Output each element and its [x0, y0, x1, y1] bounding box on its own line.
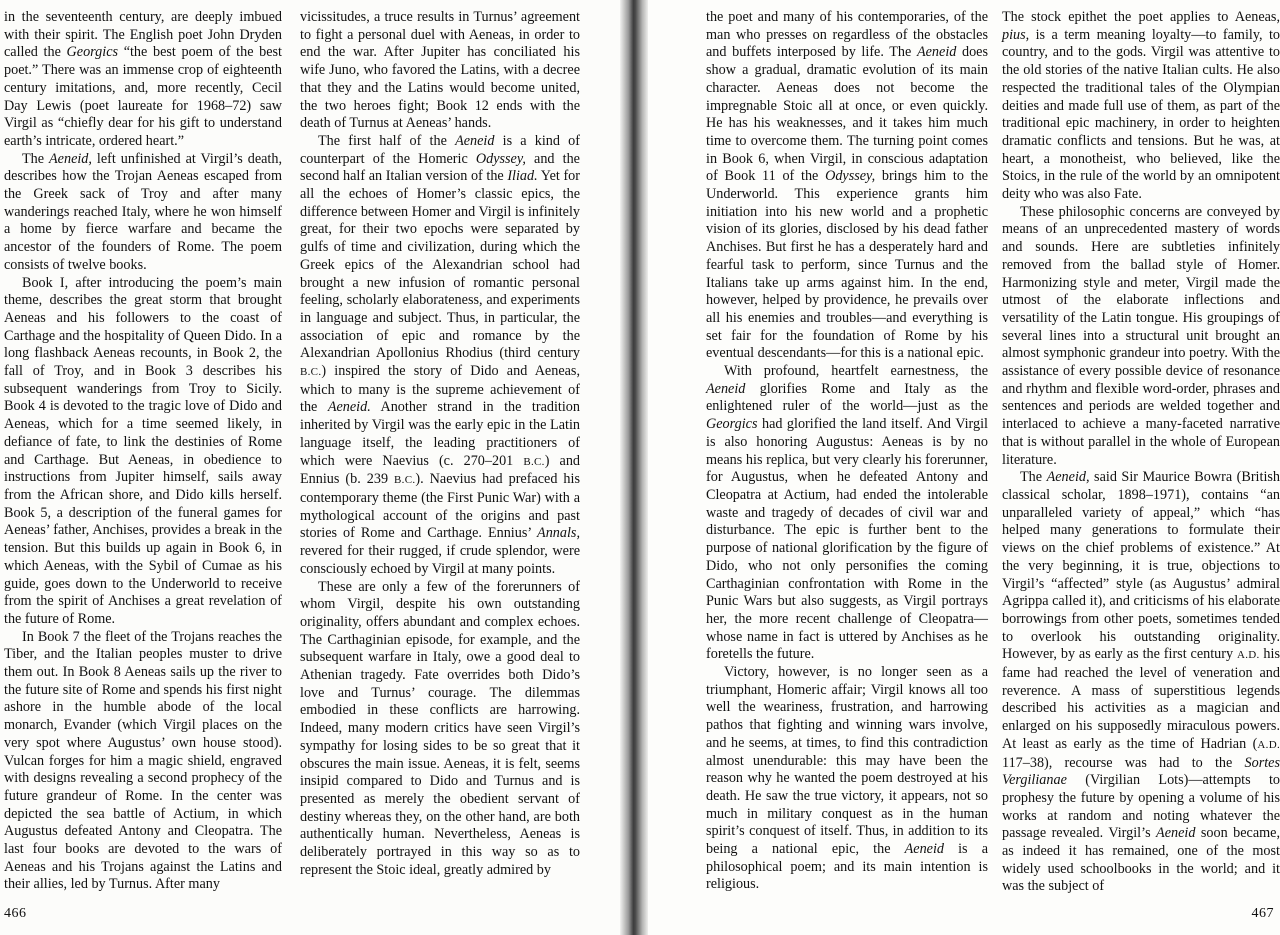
italic-title: Annals,	[537, 525, 580, 542]
text-run: With profound, heartfelt earnestness, the	[724, 363, 988, 380]
page-number: 466	[4, 906, 27, 921]
left-column-2	[300, 9, 580, 879]
paragraph: These philosophic concerns are conveyed by means of an unprecedented mastery of words and sounds. Here are subtleties infinitely removed from the ballad style of Homer. Harmonizing style and meter, Virgil made the utmost of the elaborate inflections and versatility of the Latin tongue. His groupings of several lines into a structural unit brought an almost symphonic grandeur into poetry. With the assistance of every possible device of resonance and rhythm and flexible word-order, phrases and sentences and periods are welded together and interlaced to achieve a many-faceted narrative that is without parallel in the whole of European literature.	[1002, 203, 1280, 468]
text-run: The	[1020, 469, 1047, 486]
text-run: is a kind of counterpart of the Homeric	[300, 132, 580, 167]
small-caps-era: B.C.	[300, 366, 322, 379]
paragraph	[4, 151, 282, 275]
italic-title: Aeneid	[455, 132, 495, 149]
text-run: (Virgilian Lots)—attempts to prophesy the future by opening a volume of his works at random and noting whatever the passage revealed. Virgil’s	[1002, 772, 1280, 842]
italic-title: Aeneid,	[49, 150, 92, 167]
paragraph: Book I, after introducing the poem’s main theme, describes the great storm that brought Aeneas and his followers to the coast of Carthage and the hospitality of Queen Dido. In a long flashback Aeneas recounts, in Book 2, the fall of Troy, and in Book 3 describes his subsequent wanderings from Troy to Sicily. Book 4 is devoted to the tragic love of Dido and Aeneas, which for a time seemed likely, in defiance of fate, to link the destinies of Rome and Carthage. But Aeneas, in obedience to instructions from Jupiter himself, sails away from the African shore, and Dido kills herself. Book 5, a description of the funeral games for Aeneas’ father, Anchises, provides a break in the tension. But this builds up again in Book 6, in which Aeneas, with the Sybil of Cumae as his guide, goes down to the Underworld to receive from the spirit of Anchises a great revelation of the future of Rome.	[4, 274, 282, 627]
italic-title: Aeneid	[916, 44, 957, 61]
text-run: the poet and many of his contemporaries, of the man who presses on regardless of the obstacles and buffets interposed by life. The	[706, 9, 988, 61]
small-caps-era: A.D.	[1257, 738, 1280, 751]
text-run: said Sir Maurice Bowra (British classical scholar, 1898–1971), contains “an unparalleled variety of appeal,” which “has helped many generations to formulate their views on the chief problems of existence.” At the very beginning, it is true, objections to Virgil’s “affected” style (as Augustus’ admiral Agrippa called it), and criticisms of his elaborate borrowings from other poets, sometimes tended to overlook his outstanding originality. However, by as early as the first century	[1002, 469, 1280, 663]
italic-title: Aeneid.	[327, 399, 371, 416]
paragraph	[4, 9, 282, 151]
italic-title: Georgics	[66, 44, 119, 61]
left-page	[0, 0, 620, 935]
italic-title: Aeneid	[706, 380, 746, 397]
text-run: is a philosophical poem; and its main intention is religious.	[706, 841, 988, 893]
text-run: The first half of the	[318, 132, 456, 149]
paragraph: These are only a few of the forerunners of whom Virgil, despite his own outstanding originality, offers abundant and complex echoes. The Carthaginian episode, for example, and the subsequent warfare in Italy, owe a good deal to Athenian tragedy. Fate overrides both Dido’s love and Turnus’ courage. The dilemmas embodied in these conflicts are harrowing. Indeed, many modern critics have seen Virgil’s sympathy for losing sides to be so great that it obscures the main issue. Aeneas, it is felt, seems insipid compared to Dido and Turnus and is presented as merely the obedient servant of destiny whereas they, on the other hand, are both authentically human. Nevertheless, Aeneas is deliberately portrayed in this way so as to represent the Stoic ideal, greatly admired by	[300, 578, 580, 878]
paragraph	[706, 9, 988, 363]
text-run: ) inspired the story of Dido and Aeneas, which to many is the supreme achievement of the	[300, 363, 580, 416]
text-run: “the best poem of the best poet.” There was an immense crop of eighteenth century imitations, and, more recently, Cecil Day Lewis (poet laureate for 1968–72) saw Virgil as “chiefly dear for his gift to understand earth’s intricate, ordered heart.”	[4, 44, 283, 149]
italic-title: Sortes Vergilianae	[1002, 754, 1280, 789]
right-page	[648, 0, 1280, 935]
text-run: Another strand in the tradition inherited by Virgil was the early epic in the Latin language itself, the leading practitioners of which were Naevius (c. 270–201	[300, 399, 580, 469]
small-caps-era: B.C.	[523, 455, 545, 468]
italic-title: Aeneid	[1156, 825, 1196, 842]
italic-title: Odyssey,	[825, 168, 876, 185]
text-run: and the second half an Italian version of the	[300, 150, 580, 185]
italic-title: Aeneid,	[1046, 469, 1090, 486]
text-run: in the seventeenth century, are deeply imbued with their spirit. The English poet John Dryden called the	[4, 9, 282, 61]
book-gutter	[620, 0, 648, 935]
paragraph	[706, 664, 988, 894]
text-run: does show a gradual, dramatic evolution of its main character. Aeneas does not become the impregnable Stoic all at once, or even quickly. He has his weaknesses, and it takes him much time to overcome them. The turning point comes in Book 6, when Virgil, in conscious adaptation of Book 11 of the	[706, 44, 988, 185]
text-run: Yet for all the echoes of Homer’s classic epics, the difference between Homer and Virgil is infinitely great, for their two epochs were separated by gulfs of time and civilization, during which the Greek epics of the Alexandrian school had brought a new infusion of romantic personal feeling, scholarly elaborateness, and experiments in language and subject. Thus, in particular, the association of epic and romance by the Alexandrian Apollonius Rhodius (third century	[300, 168, 580, 362]
text-run: 117–38), recourse was had to the	[1002, 754, 1245, 771]
text-run: is a term meaning loyalty—to family, to country, and to the gods. Virgil was attentive to the old stories of the native Italian cults. He also respected the traditional tales of the Olympian deities and made full use of them, as part of the traditional epic machinery, in order to heighten dramatic conflicts and tensions. But he was, at heart, a monotheist, who believed, like the Stoics, in the rule of the world by an omnipotent deity who was also Fate.	[1002, 26, 1280, 203]
paragraph: In Book 7 the fleet of the Trojans reaches the Tiber, and the Italian peoples muster to drive them out. In Book 8 Aeneas sails up the river to the future site of Rome and spends his first night ashore in the humble abode of the local monarch, Evander (which Virgil places on the very spot where Augustus’ own house stood). Vulcan forges for him a magic shield, engraved with designs revealing a second prophecy of the future grandeur of Rome. In the center was depicted the sea battle of Actium, in which Augustus defeated Antony and Cleopatra. The last four books are devoted to the wars of Aeneas and his Trojans against the Latins and their allies, led by Turnus. After many	[4, 628, 282, 893]
text-run: glorifies Rome and Italy as the enlightened ruler of the world—just as the	[706, 380, 988, 415]
text-run: The stock epithet the poet applies to Aeneas,	[1002, 9, 1280, 25]
text-run: ). Naevius had prefaced his contemporary theme (the First Punic War) with a mythological account of the origins and past stories of Rome and Carthage. Ennius’	[300, 471, 580, 542]
italic-title: Odyssey,	[475, 150, 526, 167]
text-run: The	[22, 150, 50, 167]
italic-title: Aeneid	[904, 841, 944, 858]
right-column-1	[706, 9, 988, 894]
paragraph	[300, 133, 580, 579]
paragraph	[1002, 469, 1280, 896]
paragraph: vicissitudes, a truce results in Turnus’ agreement to fight a personal duel with Aeneas, in order to end the war. After Jupiter has conciliated his wife Juno, who favored the Latins, with a decree that they and the Latins would become united, the two heroes fight; Book 12 ends with the death of Turnus at Aeneas’ hands.	[300, 9, 580, 132]
page-number: 467	[1251, 906, 1274, 921]
text-run: had glorified the land itself. And Virgil is also honoring Augustus: Aeneas is by no means his replica, but very clearly his forerunner, for Augustus, when he defeated Antony and Cleopatra at Actium, had ended the intolerable waste and tragedy of decades of civil war and disturbance. The epic is further bent to the purpose of national glorification by the figure of Dido, who not only personifies the coming Carthaginian confrontation with Rome in the Punic Wars but also suggests, as Virgil portrays her, the more recent challenge of Cleopatra—whose name in fact is uttered by Anchises as he foretells the future.	[706, 416, 988, 663]
text-run: Victory, however, is no longer seen as a triumphant, Homeric affair; Virgil knows all too well the weariness, frustration, and harrowing pathos that fighting and winning wars involve, and he seems, at times, to find this contradiction almost unendurable: this may have been the reason why he wanted the poem destroyed at his death. He saw the true victory, it appears, not so much in military conquest as in the human spirit’s conquest of itself. Thus, in addition to its being a national epic, the	[706, 664, 988, 858]
right-column-2	[1002, 9, 1280, 896]
text-run: left unfinished at Virgil’s death, describes how the Trojan Aeneas escaped from the Greek sack of Troy and after many wanderings reached Italy, where he won himself a home by fierce warfare and became the ancestor of the founders of Rome. The poem consists of twelve books.	[4, 150, 283, 273]
italic-title: Iliad.	[507, 168, 538, 185]
italic-term: pius,	[1002, 26, 1030, 43]
small-caps-era: A.D.	[1236, 649, 1260, 662]
text-run: ) and Ennius (b. 239	[300, 452, 581, 488]
paragraph	[706, 363, 988, 664]
paragraph	[1002, 9, 1280, 204]
text-run: soon became, as indeed it has remained, one of the most widely used schoolbooks in the world; and it was the subject of	[1002, 825, 1280, 895]
italic-title: Georgics	[706, 416, 758, 433]
left-column-1	[4, 9, 282, 894]
text-run: brings him to the Underworld. This experience grants him initiation into his new world and a prophetic vision of its glories, disclosed by his dead father Anchises. But first he has a desperately hard and fearful task to perform, since Turnus and the Italians take up arms against him. In the end, however, helped by providence, he prevails over all his enemies and troubles—and everything is set fair for the foundation of Rome by his eventual descendants—for this is a national epic.	[706, 168, 988, 362]
small-caps-era: B.C.	[394, 474, 416, 487]
text-run: revered for their rugged, if crude splendor, were consciously echoed by Virgil at many points.	[300, 543, 580, 577]
text-run: his fame had reached the level of veneration and reverence. A mass of superstitious legends described his activities as a magician and enlarged on his supposedly miraculous powers. At least as early as the time of Hadrian (	[1002, 646, 1280, 752]
